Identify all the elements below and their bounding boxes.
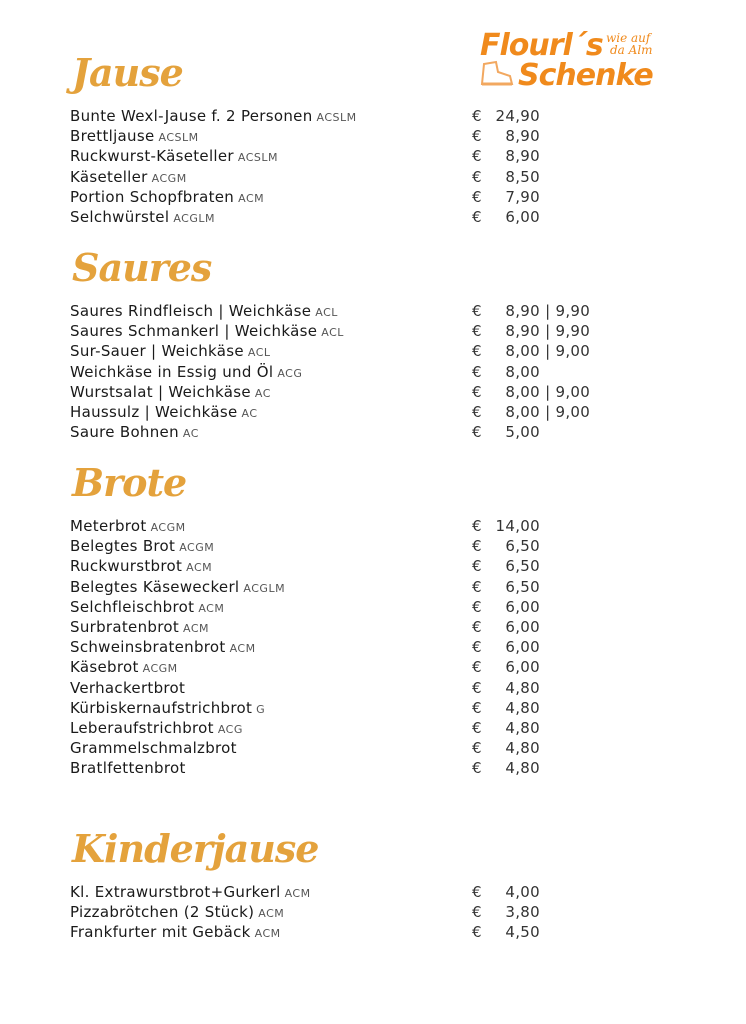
currency-symbol: € [472, 597, 482, 616]
item-allergens: ACM [258, 907, 285, 921]
item-allergens: ACGM [142, 662, 178, 676]
currency-symbol: € [472, 147, 482, 166]
item-price: 8,00 [505, 382, 540, 401]
item-name: Selchwürstel [70, 207, 170, 226]
item-allergens: ACL [321, 326, 344, 340]
item-price: 6,00 [505, 658, 540, 677]
item-price: 6,50 [505, 557, 540, 576]
item-price: 7,90 [505, 187, 540, 206]
menu-item [70, 341, 670, 361]
menu-item [70, 536, 670, 556]
item-price: 5,00 [505, 423, 540, 442]
item-name-wrap [70, 678, 185, 698]
menu-item [70, 301, 670, 321]
item-name-wrap [70, 738, 237, 758]
item-name: Surbratenbrot [70, 617, 180, 636]
currency-symbol: € [472, 127, 482, 146]
item-name: Käsebrot [70, 658, 139, 677]
menu-item [70, 207, 670, 227]
section-heading: Saures [72, 245, 212, 290]
item-name: Saures Schmankerl | Weichkäse [70, 322, 318, 341]
currency-symbol: € [472, 883, 482, 901]
item-name-wrap [70, 556, 212, 578]
item-price: 8,90 [505, 147, 540, 166]
menu-item [70, 106, 670, 126]
menu-item [70, 738, 670, 758]
item-allergens: ACL [247, 346, 271, 360]
item-allergens: ACSLM [158, 131, 199, 145]
item-price: 4,80 [505, 739, 540, 758]
item-allergens: ACSLM [237, 151, 279, 165]
item-name-wrap [70, 167, 187, 189]
menu-item [70, 882, 670, 902]
item-name-wrap [70, 902, 284, 924]
item-price: 14,00 [495, 517, 540, 535]
item-allergens: ACM [238, 191, 265, 205]
item-name: Ruckwurst-Käseteller [70, 147, 234, 166]
menu-item [70, 617, 670, 637]
menu-item [70, 678, 670, 698]
currency-symbol: € [472, 537, 482, 556]
item-allergens: ACM [284, 887, 311, 900]
item-price-alt: | 9,90 [540, 322, 591, 341]
item-name-wrap [70, 382, 271, 404]
currency-symbol: € [472, 577, 482, 596]
currency-symbol: € [472, 302, 482, 320]
item-name-wrap [70, 637, 256, 659]
item-price-2: 9,00 [555, 342, 591, 361]
item-allergens: ACGLM [173, 211, 215, 225]
item-name-wrap [70, 146, 278, 168]
item-price: 6,50 [505, 537, 540, 556]
item-allergens: ACGM [150, 521, 186, 534]
logo-line2: Schenke [518, 58, 653, 93]
menu-item [70, 382, 670, 402]
menu-item [70, 597, 670, 617]
item-name-wrap [70, 536, 214, 558]
item-name-wrap [70, 207, 215, 229]
menu-item [70, 556, 670, 576]
item-price: 8,90 [505, 322, 540, 341]
item-price: 6,00 [505, 597, 540, 616]
currency-symbol: € [472, 322, 482, 341]
item-name: Käseteller [70, 167, 148, 186]
item-name-wrap [70, 597, 224, 619]
item-name: Grammelschmalzbrot [70, 739, 237, 758]
currency-symbol: € [472, 362, 482, 381]
tagline-1: wie auf [606, 31, 651, 45]
menu-item [70, 422, 670, 442]
currency-symbol: € [472, 923, 482, 942]
item-name-wrap [70, 126, 199, 148]
item-price: 4,80 [505, 718, 540, 737]
item-name: Schweinsbratenbrot [70, 638, 226, 657]
currency-symbol: € [472, 903, 482, 922]
item-allergens: G [256, 702, 266, 716]
item-price-2: 9,90 [555, 322, 591, 341]
item-allergens: ACSLM [316, 111, 357, 124]
menu-item [70, 402, 670, 422]
item-name-wrap [70, 422, 199, 444]
menu-section-saures [70, 243, 670, 442]
currency-symbol: € [472, 342, 482, 361]
menu-item [70, 577, 670, 597]
item-name-wrap [70, 922, 281, 944]
item-price: 4,80 [505, 759, 540, 778]
item-name-wrap [70, 657, 178, 679]
item-name: Kl. Extrawurstbrot+Gurkerl [70, 883, 281, 901]
item-name: Leberaufstrichbrot [70, 718, 214, 737]
item-allergens: ACL [315, 306, 338, 319]
currency-symbol: € [472, 402, 482, 421]
item-name: Belegtes Käseweckerl [70, 577, 240, 596]
currency-symbol: € [472, 382, 482, 401]
item-price: 8,90 [505, 302, 540, 320]
item-name-wrap [70, 301, 338, 323]
section-heading: Brote [72, 460, 187, 505]
item-name-wrap [70, 758, 186, 778]
currency-symbol: € [472, 617, 482, 636]
item-name-wrap [70, 617, 209, 639]
item-allergens: AC [182, 427, 199, 441]
menu-section-brote [70, 458, 670, 778]
item-price: 8,00 [505, 342, 540, 361]
item-price: 8,00 [505, 362, 540, 381]
item-name: Portion Schopfbraten [70, 187, 235, 206]
item-price: 4,00 [505, 883, 540, 901]
item-price: 8,00 [505, 402, 540, 421]
item-name: Sur-Sauer | Weichkäse [70, 342, 244, 361]
item-name: Frankfurter mit Gebäck [70, 923, 251, 942]
currency-symbol: € [472, 557, 482, 576]
menu-item [70, 321, 670, 341]
currency-symbol: € [472, 638, 482, 657]
item-name: Saure Bohnen [70, 423, 179, 442]
currency-symbol: € [472, 698, 482, 717]
item-allergens: ACM [183, 621, 210, 635]
currency-symbol: € [472, 678, 482, 697]
menu-item [70, 126, 670, 146]
item-name: Weichkäse in Essig und Öl [70, 362, 274, 381]
item-price: 6,00 [505, 207, 540, 226]
item-allergens: ACGM [151, 171, 187, 185]
item-name: Pizzabrötchen (2 Stück) [70, 903, 255, 922]
item-name-wrap [70, 577, 285, 599]
currency-symbol: € [472, 187, 482, 206]
item-allergens: ACGLM [243, 581, 286, 595]
item-price: 4,80 [505, 678, 540, 697]
menu-item [70, 637, 670, 657]
currency-symbol: € [472, 107, 482, 125]
item-name: Bratlfettenbrot [70, 759, 186, 778]
menu-item [70, 718, 670, 738]
menu-section-jause [70, 48, 670, 227]
menu-item [70, 362, 670, 382]
item-name: Verhackertbrot [70, 678, 186, 697]
item-price: 6,00 [505, 638, 540, 657]
item-price: 6,50 [505, 577, 540, 596]
currency-symbol: € [472, 718, 482, 737]
item-price: 8,90 [505, 127, 540, 146]
item-name-wrap [70, 402, 258, 424]
item-name-wrap [70, 341, 271, 363]
item-price: 4,50 [505, 923, 540, 942]
item-name: Selchfleischbrot [70, 597, 195, 616]
item-name: Belegtes Brot [70, 537, 176, 556]
menu-item [70, 698, 670, 718]
currency-symbol: € [472, 167, 482, 186]
item-name: Meterbrot [70, 517, 147, 535]
currency-symbol: € [472, 517, 482, 535]
item-price: 24,90 [495, 107, 540, 125]
currency-symbol: € [472, 423, 482, 442]
menu-item [70, 902, 670, 922]
item-name: Brettljause [70, 127, 155, 146]
item-allergens: ACM [229, 642, 256, 656]
item-price: 3,80 [505, 903, 540, 922]
item-name: Bunte Wexl-Jause f. 2 Personen [70, 107, 313, 125]
item-name-wrap [70, 516, 186, 538]
logo-line1: Flourl´s [480, 28, 603, 63]
currency-symbol: € [472, 207, 482, 226]
item-allergens: AC [254, 386, 271, 400]
item-name: Ruckwurstbrot [70, 557, 183, 576]
menu-section-kinderjause [70, 824, 670, 943]
item-name-wrap [70, 882, 311, 904]
currency-symbol: € [472, 658, 482, 677]
item-name-wrap [70, 187, 264, 209]
item-name-wrap [70, 698, 265, 720]
menu-item [70, 167, 670, 187]
item-name-wrap [70, 321, 344, 343]
item-allergens: AC [241, 406, 258, 420]
item-name: Haussulz | Weichkäse [70, 402, 238, 421]
item-price: 4,80 [505, 698, 540, 717]
section-heading: Kinderjause [72, 826, 319, 871]
menu-item [70, 146, 670, 166]
item-name: Kürbiskernaufstrichbrot [70, 698, 253, 717]
item-price-alt: | 9,00 [540, 382, 591, 401]
item-price-2: 9,00 [555, 382, 591, 401]
item-name: Saures Rindfleisch | Weichkäse [70, 302, 312, 320]
item-name-wrap [70, 106, 357, 128]
item-price-2: 9,00 [555, 402, 591, 421]
item-price: 8,50 [505, 167, 540, 186]
item-price-2: 9,90 [555, 302, 591, 320]
item-name-wrap [70, 718, 243, 740]
item-allergens: ACM [254, 927, 281, 941]
menu-item [70, 657, 670, 677]
item-allergens: ACG [217, 722, 243, 736]
currency-symbol: € [472, 739, 482, 758]
item-name: Wurstsalat | Weichkäse [70, 382, 251, 401]
menu-item [70, 516, 670, 536]
item-allergens: ACG [277, 366, 303, 380]
menu-item [70, 758, 670, 778]
menu-item [70, 922, 670, 942]
item-allergens: ACGM [179, 541, 215, 555]
item-price-alt: | 9,00 [540, 342, 591, 361]
tagline-2: da Alm [610, 43, 653, 57]
item-allergens: ACM [186, 561, 213, 575]
item-allergens: ACM [198, 601, 225, 615]
item-price-alt: | 9,90 [540, 302, 591, 320]
currency-symbol: € [472, 759, 482, 778]
item-name-wrap [70, 362, 302, 384]
section-heading: Jause [72, 50, 183, 95]
item-price: 6,00 [505, 617, 540, 636]
item-price-alt: | 9,00 [540, 402, 591, 421]
menu-item [70, 187, 670, 207]
